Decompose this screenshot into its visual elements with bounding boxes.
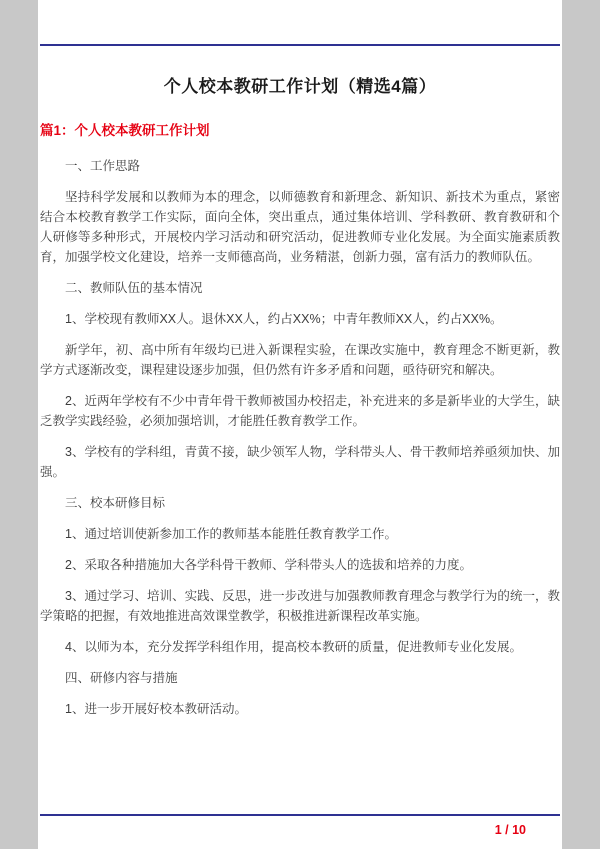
section-heading: 篇1：个人校本教研工作计划 [40, 123, 210, 138]
document-page [38, 0, 562, 849]
paragraph-teacher-team-heading: 二、教师队伍的基本情况 [65, 281, 203, 295]
paragraph: 新学年，初、高中所有年级均已进入新课程实验，在课改实施中，教育理念不断更新，教学方式逐渐改变，课程建设逐步加强，但仍然有许多矛盾和问题，亟待研究和解决。 [40, 343, 560, 377]
document-body [40, 156, 560, 719]
document-title: 个人校本教研工作计划（精选4篇） [163, 77, 437, 96]
paragraph: 1、学校现有教师XX人。退休XX人，约占XX%；中青年教师XX人，约占XX%。 [65, 312, 503, 326]
paragraph: 3、学校有的学科组，青黄不接，缺少领军人物，学科带头人、骨干教师培养亟须加快、加强。 [40, 445, 560, 479]
paragraph: 坚持科学发展和以教师为本的理念，以师德教育和新理念、新知识、新技术为重点，紧密结合本校教育教学工作实际，面向全体，突出重点，通过集体培训、学科教研、教育教研和个人研修等多种形式，开展校内学习活动和研究活动，促进教师专业化发展。为全面实施素质教育，加强学校文化建设，培养一支师德高尚，业务精湛，创新力强，富有活力的教师队伍。 [40, 190, 560, 264]
paragraph-research-goals-heading: 三、校本研修目标 [65, 496, 166, 510]
page-footer [40, 814, 560, 849]
page-number: 1 / 10 [494, 823, 526, 837]
top-divider [40, 44, 560, 46]
paragraph: 3、通过学习、培训、实践、反思，进一步改进与加强教师教育理念与教学行为的统一，教学策略的把握，有效地推进高效课堂教学，积极推进新课程改革实施。 [40, 589, 560, 623]
paragraph: 1、通过培训使新参加工作的教师基本能胜任教育教学工作。 [65, 527, 397, 541]
paragraph: 1、进一步开展好校本教研活动。 [65, 702, 247, 716]
paragraph: 2、近两年学校有不少中青年骨干教师被国办校招走，补充进来的多是新毕业的大学生，缺乏教学实践经验，必须加强培训，才能胜任教育教学工作。 [40, 394, 560, 428]
paragraph: 4、以师为本，充分发挥学科组作用，提高校本教研的质量，促进教师专业化发展。 [65, 640, 522, 654]
paragraph-work-ideas-heading: 一、工作思路 [65, 159, 141, 173]
paragraph-content-measures-heading: 四、研修内容与措施 [65, 671, 178, 685]
paragraph: 2、采取各种措施加大各学科骨干教师、学科带头人的选拔和培养的力度。 [65, 558, 472, 572]
